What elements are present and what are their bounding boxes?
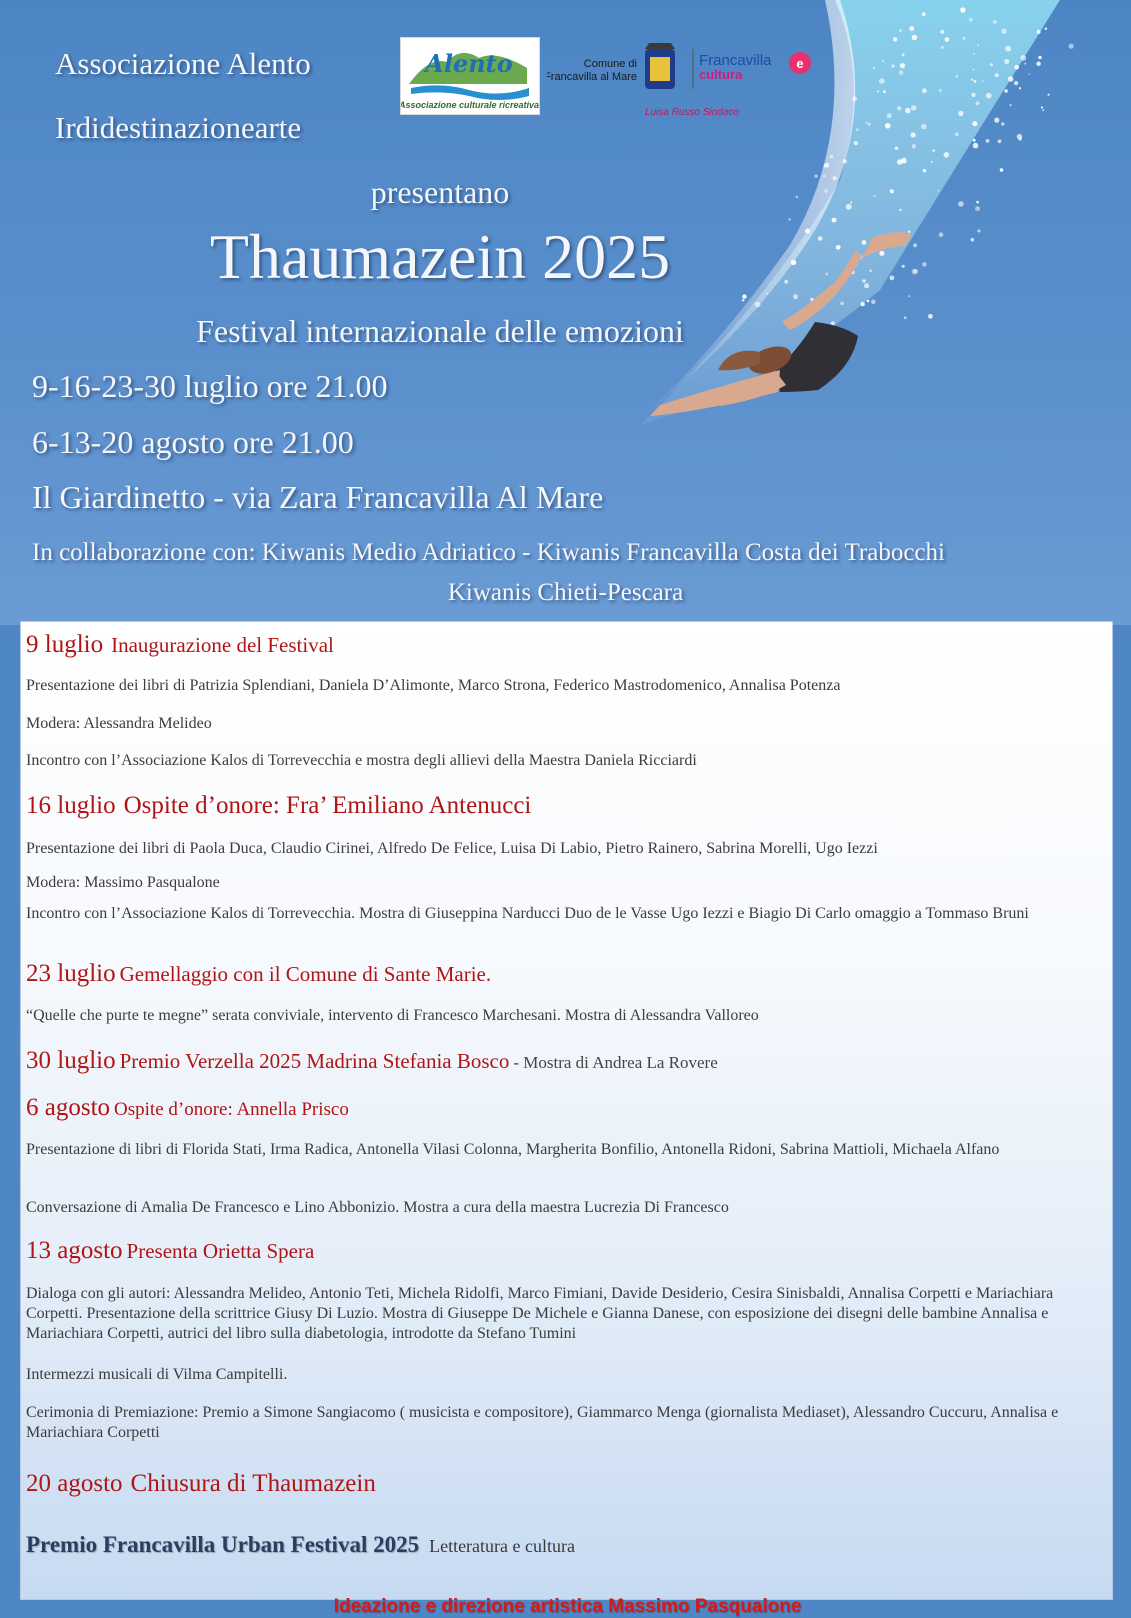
event-heading bbox=[26, 1470, 376, 1498]
bubble bbox=[922, 88, 927, 93]
collaboration-line-1: In collaborazione con: Kiwanis Medio Adriatico - Kiwanis Francavilla Costa dei Trabocchi bbox=[32, 539, 945, 566]
event-title: Gemellaggio con il Comune di Sante Marie. bbox=[119, 962, 492, 986]
july-dates: 9-16-23-30 luglio ore 21.00 bbox=[32, 368, 388, 404]
event-title: Ospite d’onore: Annella Prisco bbox=[114, 1099, 349, 1120]
bubble bbox=[932, 149, 935, 152]
bubble bbox=[908, 295, 910, 297]
bubble bbox=[1037, 30, 1041, 34]
bubble bbox=[976, 101, 980, 105]
bubble bbox=[868, 123, 871, 126]
event-date: 23 luglio bbox=[26, 960, 116, 987]
bubble bbox=[1014, 65, 1019, 70]
bubble bbox=[973, 53, 975, 55]
association-name-2: Irdidestinazionearte bbox=[55, 110, 302, 145]
bubble bbox=[1014, 81, 1018, 85]
bubble bbox=[969, 18, 973, 22]
bubble bbox=[1069, 44, 1074, 49]
collaboration-line-2: Kiwanis Chieti-Pescara bbox=[447, 579, 684, 606]
bubble bbox=[911, 132, 916, 137]
venue: Il Giardinetto - via Zara Francavilla Al Mare bbox=[32, 479, 604, 515]
event-suffix: - Mostra di Andrea La Rovere bbox=[513, 1053, 718, 1072]
bubble bbox=[982, 80, 984, 82]
presentano-text: presentano bbox=[370, 174, 510, 210]
bubble bbox=[972, 121, 977, 126]
bubble bbox=[900, 63, 905, 68]
svg-text:Francavilla al Mare: Francavilla al Mare bbox=[547, 71, 637, 83]
event-heading bbox=[26, 1047, 718, 1075]
bubble bbox=[893, 37, 898, 42]
event-heading bbox=[26, 631, 334, 659]
bubble bbox=[885, 123, 891, 129]
bubble bbox=[976, 201, 979, 204]
bubble bbox=[928, 314, 933, 319]
bubble bbox=[902, 265, 905, 268]
bubble bbox=[963, 37, 966, 40]
bubble bbox=[1041, 106, 1043, 108]
bubble bbox=[977, 44, 979, 46]
bubble bbox=[890, 189, 894, 193]
bubble bbox=[939, 232, 944, 237]
festival-subtitle: Festival internazionale delle emozioni bbox=[196, 313, 684, 349]
bubble bbox=[986, 139, 990, 143]
svg-text:cultura: cultura bbox=[699, 67, 743, 82]
bubble bbox=[909, 26, 914, 31]
bubble bbox=[937, 190, 939, 192]
bubble bbox=[895, 147, 899, 151]
bubble bbox=[993, 20, 997, 24]
event-date: 20 agosto bbox=[26, 1470, 123, 1497]
bubble bbox=[973, 139, 976, 142]
bubble bbox=[755, 302, 761, 308]
bubble bbox=[902, 54, 905, 57]
event-title: Inaugurazione del Festival bbox=[111, 633, 334, 657]
bubble bbox=[923, 169, 926, 172]
bubble bbox=[865, 121, 867, 123]
coat-of-arms-icon bbox=[645, 43, 675, 89]
bubble bbox=[1004, 59, 1009, 64]
svg-text:Comune di: Comune di bbox=[583, 58, 637, 70]
event-date: 30 luglio bbox=[26, 1047, 116, 1074]
bubble bbox=[1045, 27, 1048, 30]
event-heading bbox=[26, 960, 491, 988]
bubble bbox=[904, 316, 907, 319]
event-heading bbox=[26, 1237, 314, 1265]
bubble bbox=[956, 75, 958, 77]
bubble bbox=[1024, 63, 1026, 65]
event-detail: Presentazione dei libri di Paola Duca, Claudio Cirinei, Alfredo De Felice, Luisa Di Labio, Pietro Rainero, Sabrina Morelli, Ugo Iezzi bbox=[26, 840, 878, 857]
bubble bbox=[908, 230, 911, 233]
bubble bbox=[971, 93, 975, 97]
bubble bbox=[1038, 56, 1041, 59]
bubble bbox=[931, 161, 933, 163]
event-date: 13 agosto bbox=[26, 1237, 123, 1264]
bubble bbox=[990, 63, 993, 66]
event-title: Ospite d’onore: Fra’ Emiliano Antenucci bbox=[123, 792, 532, 819]
bubble bbox=[994, 118, 999, 123]
bubble bbox=[977, 230, 980, 233]
event-detail: Cerimonia di Premiazione: Premio a Simone Sangiacomo ( musicista e compositore), Giammarco Menga (giornalista Mediaset), Alessandro Cuccuru, Annalisa e Mariachiara Corpetti bbox=[26, 1404, 1059, 1441]
bubble bbox=[1020, 55, 1026, 61]
event-detail: Presentazione di libri di Florida Stati, Irma Radica, Antonella Vilasi Colonna, Margherita Bonfilio, Antonella Ridoni, Sabrina Mattioli, Michaela Alfano bbox=[26, 1141, 1000, 1158]
event-detail: Conversazione di Amalia De Francesco e Lino Abbonizio. Mostra a cura della maestra Lucrezia Di Francesco bbox=[26, 1199, 729, 1216]
bubble bbox=[912, 144, 916, 148]
bubble bbox=[1017, 134, 1022, 139]
urban-festival-subtitle: Letteratura e cultura bbox=[429, 1536, 575, 1556]
event-detail: Presentazione dei libri di Patrizia Splendiani, Daniela D’Alimonte, Marco Strona, Federico Mastrodomenico, Annalisa Potenza bbox=[26, 677, 841, 694]
bubble bbox=[905, 108, 911, 114]
bubble bbox=[1019, 87, 1021, 89]
bubble bbox=[1008, 76, 1014, 82]
svg-text:Alento: Alento bbox=[425, 49, 513, 78]
festival-title: Thaumazein 2025 bbox=[209, 221, 671, 292]
event-detail: Modera: Alessandra Melideo bbox=[26, 715, 212, 732]
program-panel bbox=[20, 621, 1113, 1617]
bubble bbox=[742, 299, 745, 302]
bubble bbox=[973, 143, 979, 149]
svg-text:Luisa Russo Sindaco: Luisa Russo Sindaco bbox=[645, 107, 739, 118]
bubble bbox=[1047, 94, 1049, 96]
bubble bbox=[852, 96, 857, 101]
event-heading bbox=[26, 792, 531, 820]
bubble bbox=[899, 209, 902, 212]
bubble bbox=[975, 206, 980, 211]
urban-festival-title: Premio Francavilla Urban Festival 2025 bbox=[26, 1532, 420, 1557]
bubble bbox=[879, 78, 885, 84]
bubble bbox=[1010, 104, 1012, 106]
bubble bbox=[879, 251, 884, 256]
event-detail: Modera: Massimo Pasqualone bbox=[26, 874, 220, 891]
bubble bbox=[911, 105, 917, 111]
bubble bbox=[1042, 109, 1044, 111]
event-date: 9 luglio bbox=[26, 631, 104, 658]
bubble bbox=[939, 89, 942, 92]
bubble bbox=[921, 124, 926, 129]
bubble bbox=[958, 201, 964, 207]
event-title: Presenta Orietta Spera bbox=[126, 1239, 315, 1263]
event-date: 6 agosto bbox=[26, 1094, 111, 1121]
bubble bbox=[1001, 122, 1004, 125]
bubble bbox=[854, 141, 858, 145]
bubble bbox=[913, 243, 917, 247]
bubble bbox=[901, 158, 907, 164]
header-banner bbox=[0, 0, 1131, 625]
bubble bbox=[887, 113, 892, 118]
bubble bbox=[882, 60, 884, 62]
bubble bbox=[914, 269, 918, 273]
bubble bbox=[945, 37, 950, 42]
bubble bbox=[899, 70, 904, 75]
artistic-direction: Ideazione e direzione artistica Massimo Pasqualone bbox=[333, 1596, 802, 1617]
bubble bbox=[1000, 168, 1004, 172]
bubble bbox=[840, 302, 844, 306]
bubble bbox=[922, 12, 926, 16]
bubble bbox=[1028, 73, 1030, 75]
bubble bbox=[960, 7, 965, 12]
bubble bbox=[941, 46, 944, 49]
bubble bbox=[986, 93, 992, 99]
bubble bbox=[871, 300, 876, 305]
bubble bbox=[995, 73, 999, 77]
bubble bbox=[892, 65, 895, 68]
bubble bbox=[873, 67, 875, 69]
svg-text:Francavilla: Francavilla bbox=[699, 52, 772, 69]
bubble bbox=[867, 300, 870, 303]
urban-festival-line bbox=[26, 1532, 575, 1558]
alento-logo bbox=[400, 37, 540, 115]
event-heading bbox=[26, 1094, 349, 1122]
bubble bbox=[940, 30, 944, 34]
bubble bbox=[1005, 46, 1011, 52]
event-detail: Dialoga con gli autori: Alessandra Melideo, Antonio Teti, Michela Ridolfi, Marco Fimiani, Davide Desiderio, Cesira Sinisbaldi, Annalisa Corpetti e Mariachiara Corpetti. Presentazione della scrittrice Giusy Di Luzio. Mostra di Giuseppe De Michele e Gianna Danese, con esposizione dei disegni delle bambine Annalisa e Mariachiara Corpetti, autrici del libro sulla diabetologia, introdotte da Stefano Tumini bbox=[26, 1285, 1054, 1342]
bubble bbox=[998, 139, 1002, 143]
event-date: 16 luglio bbox=[26, 792, 116, 819]
bubble bbox=[971, 79, 973, 81]
bubble bbox=[899, 29, 902, 32]
event-detail: Intermezzi musicali di Vilma Campitelli. bbox=[26, 1366, 288, 1383]
bubble bbox=[856, 128, 859, 131]
bubble bbox=[944, 152, 950, 158]
bubble bbox=[973, 69, 975, 71]
bubble bbox=[922, 262, 927, 267]
bubble bbox=[830, 155, 834, 159]
bubble bbox=[883, 90, 886, 93]
event-detail: Incontro con l’Associazione Kalos di Torrevecchia e mostra degli allievi della Maestra Daniela Ricciardi bbox=[26, 752, 697, 769]
bubble bbox=[861, 302, 865, 306]
event-title: Premio Verzella 2025 Madrina Stefania Bosco bbox=[119, 1049, 510, 1073]
bubble bbox=[877, 90, 879, 92]
bubble bbox=[1001, 29, 1006, 34]
event-detail: “Quelle che purte te megne” serata conviviale, intervento di Francesco Marchesani. Mostra di Alessandra Valloreo bbox=[26, 1007, 759, 1024]
svg-text:e: e bbox=[796, 56, 804, 71]
bubble bbox=[890, 276, 895, 281]
bubble bbox=[824, 163, 829, 168]
event-detail: Incontro con l’Associazione Kalos di Torrevecchia. Mostra di Giuseppina Narducci Duo de le Vasse Ugo Iezzi e Biagio Di Carlo omaggio a Tommaso Bruni bbox=[26, 905, 1029, 922]
bubble bbox=[955, 133, 959, 137]
svg-text:Associazione culturale ricreat: Associazione culturale ricreativa bbox=[401, 100, 539, 110]
bubble bbox=[958, 111, 963, 116]
bubble bbox=[843, 159, 847, 163]
event-title: Chiusura di Thaumazein bbox=[130, 1470, 376, 1497]
bubble bbox=[1036, 61, 1041, 66]
august-dates: 6-13-20 agosto ore 21.00 bbox=[32, 424, 354, 460]
bubble bbox=[974, 80, 977, 83]
bubble bbox=[1004, 89, 1007, 92]
comune-francavilla-logo bbox=[547, 37, 837, 122]
bubble bbox=[897, 106, 901, 110]
bubble bbox=[742, 294, 746, 298]
bubble bbox=[971, 238, 975, 242]
bubble bbox=[912, 35, 918, 41]
association-name: Associazione Alento bbox=[55, 46, 311, 81]
bubble bbox=[793, 294, 798, 299]
